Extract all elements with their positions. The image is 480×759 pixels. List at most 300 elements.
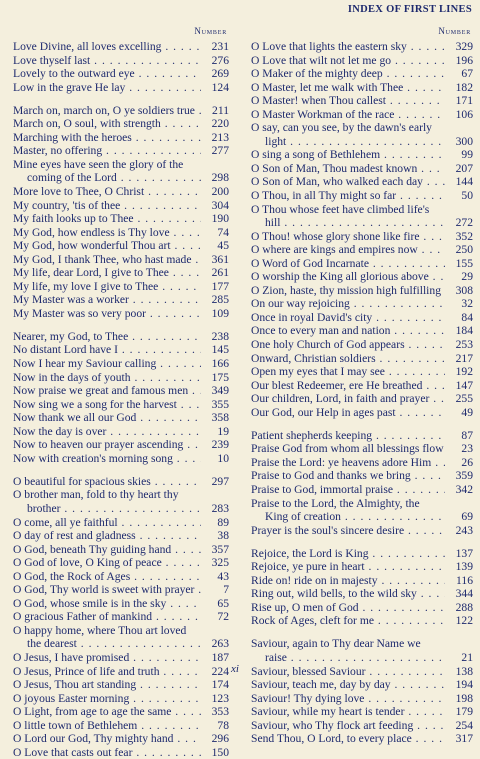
index-entry	[251, 148, 473, 162]
hymn-first-line: Saviour, while my heart is tender . . .	[251, 705, 445, 719]
index-entry	[251, 637, 473, 651]
hymn-number: 174	[211, 678, 229, 692]
hymn-number: 296	[211, 732, 229, 746]
hymn-first-line: Rock of Ages, cleft for me . . .	[251, 614, 445, 628]
hymn-first-line: O Maker of the mighty deep . . .	[251, 67, 445, 81]
index-entry	[13, 705, 229, 719]
hymn-first-line: Rejoice, the Lord is King . . .	[251, 547, 445, 561]
index-entry	[251, 560, 473, 574]
hymn-number: 144	[455, 175, 473, 189]
hymn-number: 65	[217, 596, 229, 610]
hymn-first-line: O Zion, haste, thy mission high fulfilling . . .	[251, 284, 445, 298]
hymn-number: 300	[455, 134, 473, 148]
index-entry-continuation	[13, 171, 229, 185]
hymn-first-line: Now the day is over . . .	[13, 425, 201, 439]
hymn-number: 45	[217, 239, 229, 253]
hymn-number: 355	[211, 397, 229, 411]
hymn-number: 182	[455, 80, 473, 94]
hymn-first-line: O happy home, where Thou art loved	[13, 623, 187, 637]
hymn-first-line: Nearer, my God, to Thee . . .	[13, 330, 201, 344]
index-entry	[13, 651, 229, 665]
hymn-number: 353	[211, 705, 229, 719]
hymn-number: 196	[455, 53, 473, 67]
index-entry	[13, 475, 229, 489]
hymn-number: 213	[211, 130, 229, 144]
hymn-number: 26	[461, 455, 473, 469]
hymn-first-line: My Master was a worker . . .	[13, 293, 201, 307]
hymn-number: 74	[217, 225, 229, 239]
hymn-number: 124	[211, 80, 229, 94]
hymn-first-line: O Master Workman of the race . . .	[251, 108, 445, 122]
hymn-number: 329	[455, 40, 473, 53]
page-header-title: INDEX OF FIRST LINES	[347, 4, 472, 15]
hymn-first-line: O God, the Rock of Ages . . .	[13, 570, 201, 584]
right-column	[251, 26, 473, 746]
group-gap	[13, 320, 229, 330]
hymn-first-line: the dearest . . .	[13, 637, 201, 651]
hymn-first-line: Patient shepherds keeping . . .	[251, 429, 445, 443]
hymn-number: 277	[211, 144, 229, 158]
hymn-number: 207	[455, 161, 473, 175]
hymn-first-line: Praise to God and thanks we bring . . .	[251, 469, 445, 483]
hymn-first-line: Our God, our Help in ages past . . .	[251, 406, 445, 420]
hymn-first-line: O Thou! whose glory shone like fire . . .	[251, 230, 445, 244]
index-entry	[13, 40, 229, 54]
index-entry	[251, 67, 473, 81]
hymn-first-line: Once in royal David's city . . .	[251, 311, 445, 325]
hymn-first-line: Rise up, O men of God . . .	[251, 601, 445, 615]
index-entry	[13, 425, 229, 439]
index-entry	[251, 230, 473, 244]
index-entry	[13, 746, 229, 759]
index-entry-continuation	[251, 135, 473, 149]
hymn-first-line: O little town of Bethlehem . . .	[13, 719, 201, 733]
index-entry	[251, 284, 473, 298]
hymn-number: 78	[217, 718, 229, 732]
index-entry	[251, 203, 473, 217]
hymn-first-line: My God, how endless is Thy love . . .	[13, 226, 201, 240]
index-entry	[251, 442, 473, 456]
hymn-number: 116	[456, 573, 473, 587]
index-entry	[13, 185, 229, 199]
hymn-first-line: Love Divine, all loves excelling . . .	[13, 40, 201, 54]
hymn-first-line: Now sing we a song for the harvest . . .	[13, 398, 201, 412]
hymn-number: 217	[455, 351, 473, 365]
hymn-number: 254	[455, 718, 473, 732]
hymn-first-line: O sing a song of Bethlehem . . .	[251, 148, 445, 162]
index-entry	[251, 614, 473, 628]
hymn-number: 211	[212, 103, 229, 117]
hymn-first-line: My country, 'tis of thee . . .	[13, 199, 201, 213]
hymn-first-line: light . . .	[251, 135, 445, 149]
number-column-label-right: Number	[438, 26, 471, 36]
hymn-first-line: Low in the grave He lay . . .	[13, 81, 201, 95]
hymn-first-line: O Thou whose feet have climbed life's	[251, 202, 430, 216]
hymn-first-line: O day of rest and gladness . . .	[13, 529, 201, 543]
index-entry	[251, 392, 473, 406]
page-number: xi	[231, 663, 239, 675]
hymn-first-line: O Word of God Incarnate . . .	[251, 257, 445, 271]
index-entry	[251, 692, 473, 706]
group-gap	[251, 537, 473, 547]
hymn-number: 359	[455, 469, 473, 483]
index-entry	[251, 574, 473, 588]
hymn-first-line: O Jesus, I have promised . . .	[13, 651, 201, 665]
hymn-first-line: Onward, Christian soldiers . . .	[251, 352, 445, 366]
index-entry	[13, 529, 229, 543]
index-entry	[13, 556, 229, 570]
hymn-first-line: O Love that wilt not let me go . . .	[251, 54, 445, 68]
hymn-first-line: O Son of Man, Thou madest known . . .	[251, 162, 445, 176]
index-entry	[13, 488, 229, 502]
group-gap	[251, 628, 473, 638]
index-entry	[251, 40, 473, 54]
index-entry	[13, 144, 229, 158]
index-entry	[13, 597, 229, 611]
hymn-first-line: Saviour! Thy dying love . . .	[251, 692, 445, 706]
index-entry	[13, 438, 229, 452]
hymn-first-line: O God, beneath Thy guiding hand . . .	[13, 543, 201, 557]
hymn-first-line: O Son of Man, who walked each day . . .	[251, 175, 445, 189]
index-entry	[13, 583, 229, 597]
index-entry	[13, 131, 229, 145]
hymn-number: 272	[455, 216, 473, 230]
hymn-number: 238	[211, 329, 229, 343]
hymn-number: 288	[455, 600, 473, 614]
hymn-first-line: Lovely to the outward eye . . .	[13, 67, 201, 81]
index-entry	[13, 398, 229, 412]
index-entry	[251, 189, 473, 203]
index-entry	[251, 429, 473, 443]
hymn-number: 29	[461, 270, 473, 284]
hymn-first-line: On our way rejoicing . . .	[251, 297, 445, 311]
hymn-first-line: Once to every man and nation . . .	[251, 324, 445, 338]
hymn-number: 349	[211, 384, 229, 398]
index-entry	[251, 175, 473, 189]
index-entry	[13, 266, 229, 280]
index-entry	[251, 54, 473, 68]
index-entry	[13, 117, 229, 131]
index-entry	[13, 280, 229, 294]
hymn-number: 137	[455, 546, 473, 560]
hymn-number: 38	[217, 529, 229, 543]
index-entry	[251, 338, 473, 352]
index-entry	[251, 547, 473, 561]
hymn-first-line: Mine eyes have seen the glory of the	[13, 157, 184, 171]
hymn-first-line: Now thank we all our God . . .	[13, 411, 201, 425]
index-entry	[13, 343, 229, 357]
hymn-first-line: O where are kings and empires now . . .	[251, 243, 445, 257]
hymn-number: 304	[211, 198, 229, 212]
index-entry	[251, 81, 473, 95]
hymn-first-line: O Light, from age to age the same . . .	[13, 705, 201, 719]
hymn-number: 297	[211, 474, 229, 488]
index-entry	[13, 543, 229, 557]
index-entry	[13, 104, 229, 118]
hymn-first-line: Saviour, again to Thy dear Name we	[251, 637, 421, 651]
hymn-number: 10	[217, 451, 229, 465]
hymn-number: 175	[211, 370, 229, 384]
hymn-first-line: Saviour, teach me, day by day . . .	[251, 678, 445, 692]
index-entry	[13, 371, 229, 385]
hymn-first-line: O joyous Easter morning . . .	[13, 692, 201, 706]
index-entry-continuation	[13, 637, 229, 651]
hymn-number: 276	[211, 53, 229, 67]
hymn-number: 239	[211, 438, 229, 452]
hymn-number: 7	[223, 583, 229, 597]
hymn-first-line: Ride on! ride on in majesty . . .	[251, 574, 445, 588]
index-entry	[251, 497, 473, 511]
hymn-first-line: Our blest Redeemer, ere He breathed . . .	[251, 379, 445, 393]
hymn-first-line: O Lord our God, Thy mighty hand . . .	[13, 732, 201, 746]
index-entry	[13, 692, 229, 706]
index-entry	[13, 54, 229, 68]
index-entry	[251, 365, 473, 379]
hymn-first-line: March on, march on, O ye soldiers true . . .	[13, 104, 201, 118]
hymn-first-line: brother . . .	[13, 502, 201, 516]
index-entry	[251, 162, 473, 176]
left-column	[13, 26, 229, 759]
hymn-first-line: Saviour, blessed Saviour . . .	[251, 665, 445, 679]
index-entry	[251, 270, 473, 284]
hymn-number: 106	[455, 107, 473, 121]
hymn-first-line: O beautiful for spacious skies . . .	[13, 475, 201, 489]
index-entry	[251, 352, 473, 366]
hymn-first-line: My faith looks up to Thee . . .	[13, 212, 201, 226]
hymn-first-line: March on, O soul, with strength . . .	[13, 117, 201, 131]
index-entry	[13, 199, 229, 213]
group-gap	[13, 94, 229, 104]
hymn-first-line: O brother man, fold to thy heart thy	[13, 488, 179, 502]
index-entry	[13, 67, 229, 81]
index-entry	[13, 239, 229, 253]
hymn-first-line: O say, can you see, by the dawn's early	[251, 121, 432, 135]
index-entry	[13, 732, 229, 746]
index-entry	[251, 732, 473, 746]
index-entry	[13, 624, 229, 638]
hymn-first-line: O God, whose smile is in the sky . . .	[13, 597, 201, 611]
hymn-first-line: Now with creation's morning song . . .	[13, 452, 201, 466]
hymn-first-line: Ring out, wild bells, to the wild sky . . .	[251, 587, 445, 601]
index-entry	[13, 158, 229, 172]
hymn-first-line: Love thyself last . . .	[13, 54, 201, 68]
index-entry	[251, 705, 473, 719]
index-entry	[13, 665, 229, 679]
index-entry	[251, 524, 473, 538]
hymn-number: 269	[211, 67, 229, 81]
index-entry	[251, 469, 473, 483]
index-entry	[251, 121, 473, 135]
hymn-number: 43	[217, 569, 229, 583]
index-entry	[13, 610, 229, 624]
hymn-first-line: My life, my love I give to Thee . . .	[13, 280, 201, 294]
index-entry	[13, 330, 229, 344]
hymn-number: 224	[211, 664, 229, 678]
index-entry	[13, 293, 229, 307]
hymn-number: 231	[211, 40, 229, 53]
hymn-first-line: Now in the days of youth . . .	[13, 371, 201, 385]
index-entry	[251, 456, 473, 470]
hymn-first-line: Praise to the Lord, the Almighty, the	[251, 496, 420, 510]
index-entry	[13, 81, 229, 95]
index-entry-continuation	[251, 216, 473, 230]
hymn-number: 23	[461, 442, 473, 456]
hymn-number: 358	[211, 411, 229, 425]
index-entry	[13, 253, 229, 267]
index-entry	[13, 357, 229, 371]
hymn-first-line: Send Thou, O Lord, to every place . . .	[251, 732, 445, 746]
hymn-number: 89	[217, 515, 229, 529]
hymn-number: 49	[461, 405, 473, 419]
hymn-number: 344	[455, 587, 473, 601]
hymn-first-line: More love to Thee, O Christ . . .	[13, 185, 201, 199]
hymn-first-line: Now to heaven our prayer ascending . . .	[13, 438, 201, 452]
hymn-first-line: O Love that casts out fear . . .	[13, 746, 201, 759]
hymn-number: 200	[211, 184, 229, 198]
hymn-number: 69	[461, 510, 473, 524]
hymn-number: 21	[461, 651, 473, 665]
hymn-number: 147	[455, 378, 473, 392]
hymn-first-line: Our children, Lord, in faith and prayer . . .	[251, 392, 445, 406]
hymn-first-line: My God, how wonderful Thou art . . .	[13, 239, 201, 253]
left-entries	[13, 40, 229, 759]
index-entry	[13, 719, 229, 733]
hymn-number: 325	[211, 556, 229, 570]
hymn-number: 184	[455, 324, 473, 338]
hymn-number: 261	[211, 266, 229, 280]
hymn-first-line: O Thou, in all Thy might so far . . .	[251, 189, 445, 203]
index-entry	[251, 243, 473, 257]
hymn-number: 298	[211, 171, 229, 185]
group-gap	[13, 465, 229, 475]
hymn-number: 283	[211, 502, 229, 515]
hymn-number: 220	[211, 117, 229, 131]
hymn-number: 255	[455, 392, 473, 406]
index-entry	[251, 406, 473, 420]
hymn-number: 253	[455, 338, 473, 352]
index-entry	[251, 483, 473, 497]
hymn-number: 190	[211, 212, 229, 226]
hymn-number: 317	[455, 732, 473, 746]
index-entry	[13, 226, 229, 240]
hymn-number: 84	[461, 310, 473, 324]
hymn-number: 150	[211, 745, 229, 759]
hymn-first-line: King of creation . . .	[251, 510, 445, 524]
hymn-number: 67	[461, 67, 473, 81]
right-entries	[251, 40, 473, 746]
hymn-number: 177	[211, 279, 229, 293]
hymn-number: 139	[455, 560, 473, 574]
hymn-first-line: coming of the Lord . . .	[13, 171, 201, 185]
number-column-label-left: Number	[194, 26, 227, 36]
hymn-first-line: O Master, let me walk with Thee . . .	[251, 81, 445, 95]
hymn-number: 361	[211, 252, 229, 266]
index-entry	[251, 601, 473, 615]
index-entry	[13, 452, 229, 466]
index-entry	[251, 94, 473, 108]
index-entry-continuation	[251, 651, 473, 665]
hymn-first-line: Master, no offering . . .	[13, 144, 201, 158]
hymn-number: 32	[461, 297, 473, 311]
index-entry	[13, 570, 229, 584]
hymn-first-line: Prayer is the soul's sincere desire . . .	[251, 524, 445, 538]
index-entry	[13, 307, 229, 321]
hymn-number: 145	[211, 343, 229, 357]
hymn-first-line: Praise the Lord: ye heavens adore Him . . .	[251, 456, 445, 470]
hymn-first-line: Praise God from whom all blessings flow . . .	[251, 442, 445, 456]
hymn-first-line: My God, I thank Thee, who hast made . . .	[13, 253, 201, 267]
index-entry	[251, 257, 473, 271]
index-entry-continuation	[251, 510, 473, 524]
hymn-number: 50	[461, 189, 473, 203]
hymn-number: 187	[211, 651, 229, 665]
hymn-first-line: Now praise we great and famous men . . .	[13, 384, 201, 398]
hymn-first-line: O God, Thy world is sweet with prayer . . .	[13, 583, 201, 597]
hymn-number: 87	[461, 428, 473, 442]
index-entry	[251, 379, 473, 393]
hymn-first-line: O Master! when Thou callest . . .	[251, 94, 445, 108]
index-entry	[251, 665, 473, 679]
hymn-number: 192	[455, 365, 473, 379]
hymn-number: 138	[455, 664, 473, 678]
hymn-first-line: raise . . .	[251, 651, 445, 665]
index-entry	[251, 719, 473, 733]
index-entry	[251, 108, 473, 122]
hymn-number: 285	[211, 293, 229, 307]
hymn-first-line: O Love that lights the eastern sky . . .	[251, 40, 445, 54]
hymn-first-line: Saviour, who Thy flock art feeding . . .	[251, 719, 445, 733]
hymn-number: 198	[455, 691, 473, 705]
index-entry	[13, 516, 229, 530]
hymn-first-line: O Jesus, Thou art standing . . .	[13, 678, 201, 692]
hymn-number: 171	[455, 94, 473, 108]
index-entry	[251, 297, 473, 311]
hymn-number: 263	[211, 637, 229, 651]
hymn-first-line: One holy Church of God appears . . .	[251, 338, 445, 352]
hymn-first-line: O worship the King all glorious above . . .	[251, 270, 445, 284]
hymn-number: 99	[461, 148, 473, 162]
hymn-number: 194	[455, 678, 473, 692]
hymn-first-line: Rejoice, ye pure in heart . . .	[251, 560, 445, 574]
hymn-first-line: O Jesus, Prince of life and truth . . .	[13, 665, 201, 679]
hymn-number: 179	[455, 705, 473, 719]
index-entry	[251, 311, 473, 325]
hymn-first-line: O God of love, O King of peace . . .	[13, 556, 201, 570]
hymn-number: 352	[455, 229, 473, 243]
hymn-first-line: Marching with the heroes . . .	[13, 131, 201, 145]
index-entry	[251, 324, 473, 338]
hymn-first-line: My life, dear Lord, I give to Thee . . .	[13, 266, 201, 280]
hymn-first-line: hill . . .	[251, 216, 445, 230]
hymn-first-line: Now I hear my Saviour calling . . .	[13, 357, 201, 371]
index-entry-continuation	[13, 502, 229, 516]
hymn-number: 72	[217, 610, 229, 624]
hymn-first-line: O come, all ye faithful . . .	[13, 516, 201, 530]
group-gap	[251, 419, 473, 429]
index-entry	[13, 212, 229, 226]
hymn-number: 342	[455, 483, 473, 496]
hymn-number: 155	[455, 256, 473, 270]
hymn-number: 166	[211, 357, 229, 371]
hymn-first-line: No distant Lord have I . . .	[13, 343, 201, 357]
hymn-number: 250	[455, 243, 473, 257]
index-entry	[13, 384, 229, 398]
hymn-first-line: Praise to God, immortal praise . . .	[251, 483, 445, 497]
index-entry	[13, 411, 229, 425]
hymn-number: 123	[211, 691, 229, 705]
hymn-number: 357	[211, 542, 229, 556]
hymn-number: 243	[455, 523, 473, 537]
